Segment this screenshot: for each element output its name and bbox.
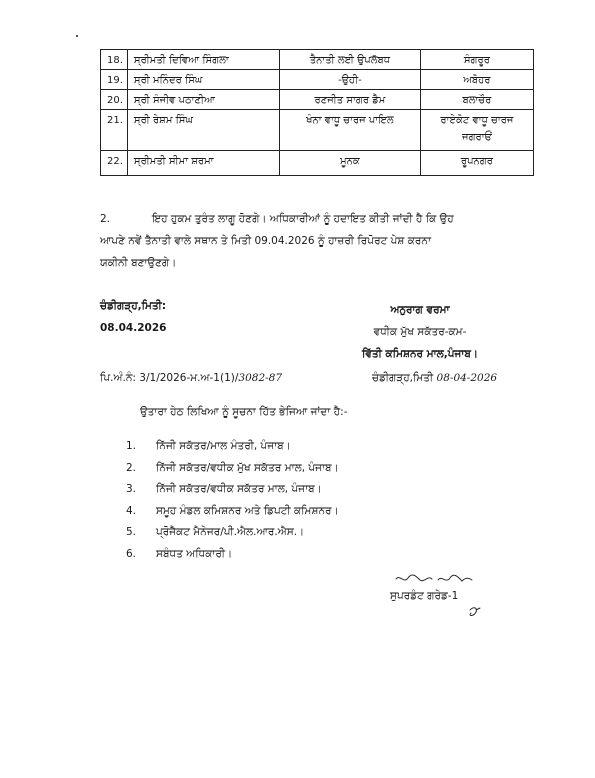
place-date-label: ਚੰਡੀਗੜ੍ਹ,ਮਿਤੀ: (100, 300, 167, 312)
reference-line (100, 372, 540, 385)
reference-date (372, 372, 497, 385)
station: ਸੰਗਰੂਰ (420, 50, 533, 70)
row-number: 20. (101, 90, 128, 110)
copy-recipient-list (126, 436, 339, 565)
officer-name: ਸ੍ਰੀ ਰੇਸ਼ਮ ਸਿੰਘ (127, 110, 279, 151)
officer-name: ਸ੍ਰੀਮਤੀ ਦਿਵਿਆ ਸਿੰਗਲਾ (127, 50, 279, 70)
transfer-table (100, 49, 534, 176)
table-row (101, 50, 534, 70)
table-row (101, 151, 534, 176)
scan-speck (76, 35, 78, 37)
list-item: 3. ਨਿੱਜੀ ਸਕੱਤਰ/ਵਧੀਕ ਸਕੱਤਰ ਮਾਲ, ਪੰਜਾਬ। (126, 483, 322, 495)
signatory-block (340, 299, 500, 365)
posting: ਰਣਜੀਤ ਸਾਗਰ ਡੈਮ (279, 90, 420, 110)
officer-name: ਸ੍ਰੀ ਮਨਿੰਦਰ ਸਿੰਘ (127, 70, 279, 90)
superintendent-title: ਸੁਪਰਡੰਟ ਗਰੇਡ-1 (390, 590, 459, 602)
copy-intro: ਉਤਾਰਾ ਹੇਠ ਲਿਖਿਆ ਨੂੰ ਸੂਚਨਾ ਹਿੱਤ ਭੇਜਿਆ ਜਾਂਦਾ ਹੈ:- (140, 406, 348, 418)
station-line-2: ਜਗਰਾਓਂ (462, 132, 492, 143)
station: ਰੂਪਨਗਰ (420, 151, 533, 176)
handwritten-date: 08-04-2026 (436, 372, 498, 384)
table-row (101, 110, 534, 151)
signatory-designation: ਵਧੀਕ ਮੁੱਖ ਸਕੱਤਰ-ਕਮ- (373, 326, 467, 338)
place-date-block (100, 295, 166, 339)
list-item: 6. ਸਬੰਧਤ ਅਧਿਕਾਰੀ। (126, 547, 233, 560)
list-item: 5. ਪ੍ਰੋਜੈਕਟ ਮੈਨੇਜਰ/ਪੀ.ਐਲ.ਆਰ.ਐਸ.। (126, 526, 305, 538)
station-line-1: ਰਾਏਕੋਟ ਵਾਧੂ ਚਾਰਜ (440, 115, 514, 126)
order-date: 08.04.2026 (100, 322, 167, 334)
list-item: 2. ਨਿੱਜੀ ਸਕੱਤਰ/ਵਧੀਕ ਮੁੱਖ ਸਕੱਤਰ ਮਾਲ, ਪੰਜਾਬ। (126, 461, 339, 474)
officer-name: ਸ੍ਰੀ ਸੰਜੀਵ ਪਠਾਣੀਆ (127, 90, 279, 110)
posting: ਖੰਨਾ ਵਾਧੂ ਚਾਰਜ ਪਾਇਲ (279, 110, 420, 151)
row-number: 22. (101, 151, 128, 176)
endorsement-number: ਪਿ.ਅੰ.ਨੰ: 3/1/2026-ਮ.ਅ-1(1)/ (100, 372, 239, 384)
paragraph-line-1: ਇਹ ਹੁਕਮ ਤੁਰੰਤ ਲਾਗੂ ਹੋਣਗੇ। ਅਧਿਕਾਰੀਆਂ ਨੂੰ ਹਦਾਇਤ ਕੀਤੀ ਜਾਂਦੀ ਹੈ ਕਿ ਉਹ (152, 213, 454, 225)
posting: ਤੈਨਾਤੀ ਲਈ ਉਪਲੱਬਧ (279, 50, 420, 70)
table-row (101, 70, 534, 90)
list-item: 4. ਸਮੂਹ ਮੰਡਲ ਕਮਿਸ਼ਨਰ ਅਤੇ ਡਿਪਟੀ ਕਮਿਸ਼ਨਰ। (126, 504, 339, 517)
signatory-name: ਅਨੁਰਾਗ ਵਰਮਾ (390, 304, 450, 316)
row-number: 21. (101, 110, 128, 151)
paragraph-line-2: ਆਪਣੇ ਨਵੇਂ ਤੈਨਾਤੀ ਵਾਲੇ ਸਥਾਨ ਤੇ ਮਿਤੀ 09.04.2026 ਨੂੰ ਹਾਜ਼ਰੀ ਰਿਪੋਰਟ ਪੇਸ਼ ਕਰਨਾ (100, 235, 431, 247)
row-number: 18. (101, 50, 128, 70)
station: ਅਬੋਹਰ (420, 70, 533, 90)
signatory-office: ਵਿੱਤੀ ਕਮਿਸ਼ਨਰ ਮਾਲ,ਪੰਜਾਬ। (362, 348, 478, 360)
row-number: 19. (101, 70, 128, 90)
paragraph-line-3: ਯਕੀਨੀ ਬਣਾਉਣਗੇ। (100, 257, 177, 269)
officer-name: ਸ੍ਰੀਮਤੀ ਸੀਮਾ ਸ਼ਰਮਾ (127, 151, 279, 176)
station (420, 110, 533, 151)
reference-date-label: ਚੰਡੀਗੜ੍ਹ,ਮਿਤੀ (372, 372, 437, 384)
table-row (101, 90, 534, 110)
posting: ਮੂਨਕ (279, 151, 420, 176)
list-item: 1. ਨਿੱਜੀ ਸਕੱਤਰ/ਮਾਲ ਮੰਤਰੀ, ਪੰਜਾਬ। (126, 440, 291, 452)
posting: -ਉਹੀ- (279, 70, 420, 90)
station: ਬਲਾਚੌਰ (420, 90, 533, 110)
instruction-paragraph (100, 208, 530, 274)
paragraph-number: 2. (100, 213, 111, 225)
handwritten-number: 3082-87 (238, 372, 283, 384)
